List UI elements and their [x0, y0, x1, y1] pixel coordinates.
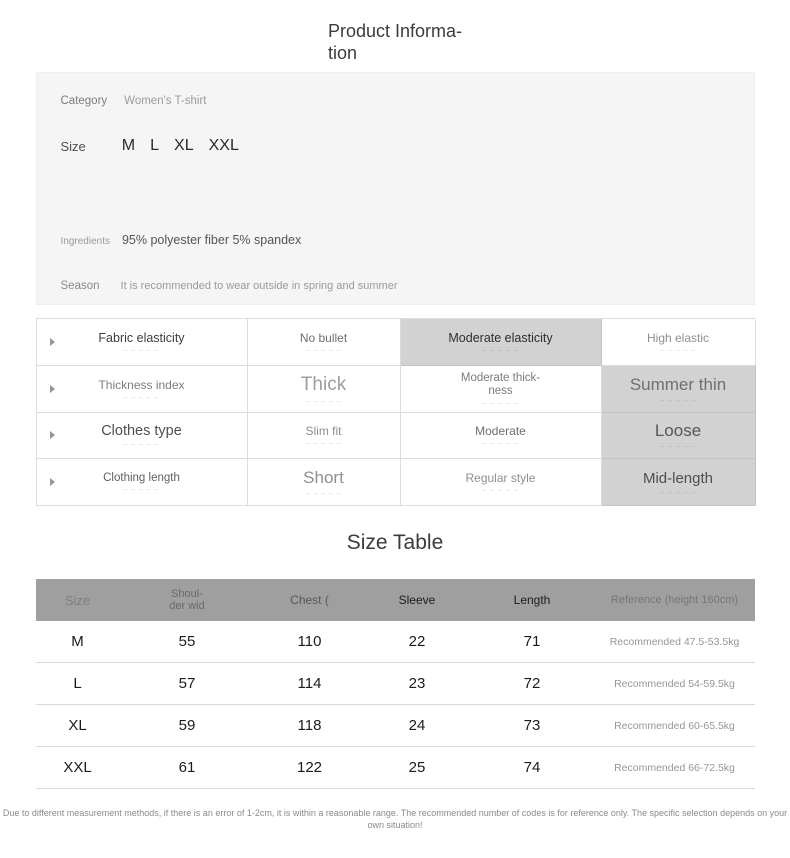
size-row-xl — [36, 705, 755, 747]
size-table — [36, 579, 755, 789]
attr-label-text: Clothing length – – – — [103, 472, 180, 492]
cell-length: 71 — [523, 633, 541, 650]
attr-option-text: Moderate thick-ness – – – — [452, 372, 550, 406]
cell-reference: Recommended 60-65.5kg — [614, 719, 735, 732]
cell-shoulder: 55 — [178, 633, 196, 650]
page-title — [328, 20, 462, 64]
attr-option-text: Slim fit – – – — [305, 424, 341, 446]
attr-label-fabric-elasticity — [37, 319, 248, 366]
cell-sleeve: 22 — [408, 633, 426, 650]
size-table-header — [36, 579, 755, 621]
attr-option-text: Regular style – – – — [465, 471, 535, 493]
cell-size: XL — [68, 717, 87, 734]
header-chest: Chest ( — [290, 593, 329, 607]
size-row-xxl — [36, 747, 755, 789]
attr-option-text: Summer thin – – – — [630, 375, 726, 403]
attr-label-text: Thickness index – – – — [98, 378, 184, 400]
row-arrow-icon — [50, 431, 55, 439]
attr-option-selected — [602, 459, 756, 506]
size-option-xxl: XXL — [208, 137, 239, 154]
ingredients-value: 95% polyester fiber 5% spandex — [121, 233, 302, 247]
cell-chest: 122 — [296, 759, 323, 776]
cell-size: XXL — [63, 759, 92, 776]
size-option-xl: XL — [174, 137, 194, 154]
row-arrow-icon — [50, 385, 55, 393]
attr-option-text: Thick – – – — [301, 374, 346, 404]
attr-label-text: Fabric elasticity – – – — [98, 331, 184, 353]
cell-sleeve: 25 — [408, 759, 426, 776]
cell-size: L — [73, 675, 82, 692]
attribute-table — [36, 318, 755, 506]
header-length: Length — [513, 593, 551, 607]
attr-option — [248, 459, 401, 506]
attr-option-selected — [602, 366, 756, 413]
cell-chest: 110 — [297, 633, 322, 650]
size-option-l: L — [150, 137, 160, 154]
attr-label-clothing-length — [37, 459, 248, 506]
attr-option-text: High elastic – – – — [647, 331, 709, 353]
attr-option — [401, 459, 602, 506]
attr-option-text: Mid-length – – – — [643, 470, 713, 495]
attr-option-text: Moderate elasticity – – – — [448, 331, 552, 353]
cell-length: 72 — [523, 675, 541, 692]
ingredients-row — [61, 233, 738, 247]
header-sleeve: Sleeve — [398, 593, 436, 607]
attr-option-text: Moderate – – – — [475, 424, 526, 446]
measurement-disclaimer: Due to different measurement methods, if there is an error of 1-2cm, it is within a reasonable range. The recommended number of codes is for reference only. The specific selection depends on your own situation! — [2, 808, 788, 830]
page-title-line1: Product Informa- — [327, 21, 463, 41]
cell-size: M — [71, 633, 84, 650]
ingredients-label: Ingredients — [60, 236, 110, 247]
attr-option-text: Short – – – — [303, 468, 344, 496]
cell-chest: 118 — [297, 717, 322, 734]
attr-label-text: Clothes type – – – — [101, 423, 182, 447]
cell-reference: Recommended 66-72.5kg — [614, 761, 735, 774]
size-options — [122, 137, 239, 155]
attr-option — [401, 413, 602, 460]
attr-option — [401, 366, 602, 413]
size-row-l — [36, 663, 755, 705]
cell-length: 74 — [523, 759, 541, 776]
category-row — [61, 95, 738, 107]
attr-option — [602, 319, 756, 366]
attr-option — [248, 366, 401, 413]
attr-option-selected — [401, 319, 602, 366]
row-arrow-icon — [50, 338, 55, 346]
header-reference: Reference (height 160cm) — [610, 594, 739, 606]
attr-option-selected — [602, 413, 756, 460]
season-label: Season — [60, 280, 100, 292]
row-arrow-icon — [50, 478, 55, 486]
attr-label-clothes-type — [37, 413, 248, 460]
cell-length: 73 — [523, 717, 541, 734]
cell-reference: Recommended 47.5-53.5kg — [609, 635, 740, 648]
page-title-line2: tion — [327, 43, 357, 63]
size-row-m — [36, 621, 755, 663]
cell-chest: 114 — [297, 675, 322, 692]
header-size: Size — [64, 592, 91, 608]
season-value: It is recommended to wear outside in spring and summer — [120, 280, 398, 292]
header-shoulder-width — [120, 579, 255, 621]
size-row — [61, 137, 738, 155]
size-label: Size — [60, 138, 86, 154]
attr-label-thickness-index — [37, 366, 248, 413]
category-label: Category — [60, 95, 108, 107]
size-option-m: M — [121, 137, 136, 154]
cell-reference: Recommended 54-59.5kg — [614, 677, 735, 690]
attr-option-text: No bullet – – – — [300, 331, 347, 353]
header-shoulder-width-text: Shoul-der wid — [169, 588, 205, 612]
attr-option-text: Loose – – – — [655, 421, 701, 449]
cell-shoulder: 59 — [178, 717, 196, 734]
cell-sleeve: 23 — [408, 675, 426, 692]
attr-option — [248, 413, 401, 460]
season-row — [61, 280, 738, 292]
cell-sleeve: 24 — [408, 717, 426, 734]
product-info-box — [36, 72, 755, 305]
category-value: Women's T-shirt — [124, 95, 207, 107]
attr-option — [248, 319, 401, 366]
cell-shoulder: 57 — [178, 675, 196, 692]
cell-shoulder: 61 — [178, 759, 196, 776]
size-table-title: Size Table — [346, 531, 444, 554]
